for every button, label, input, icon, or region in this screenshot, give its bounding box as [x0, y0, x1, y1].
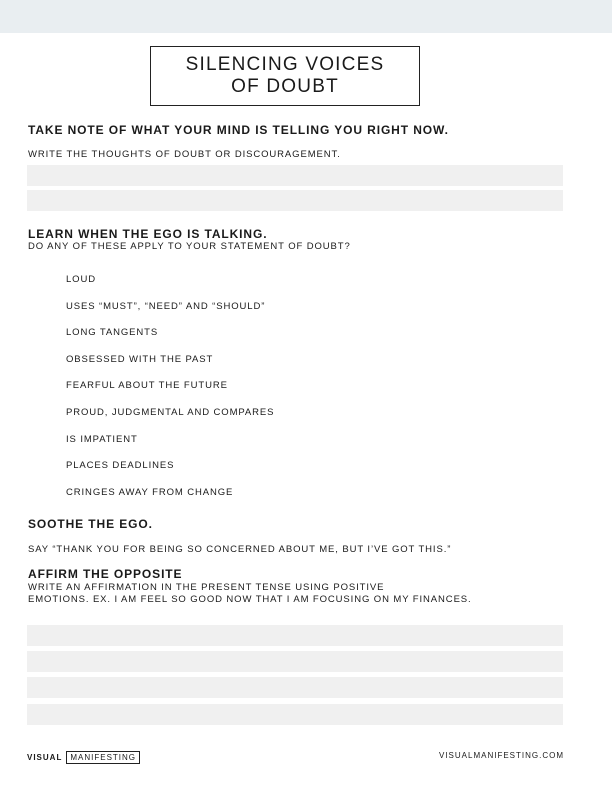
title-line-1: SILENCING VOICES	[185, 54, 385, 75]
section-3-text: SAY “THANK YOU FOR BEING SO CONCERNED ABOUT ME, BUT I’VE GOT THIS.”	[28, 544, 452, 555]
section-4-line-1: WRITE AN AFFIRMATION IN THE PRESENT TENSE USING POSITIVE	[28, 582, 385, 593]
list-item: FEARFUL ABOUT THE FUTURE	[66, 380, 228, 392]
affirmation-input-1[interactable]	[27, 625, 563, 646]
affirmation-input-3[interactable]	[27, 677, 563, 698]
brand-boxed-text: MANIFESTING	[66, 751, 140, 764]
brand-bold-text: VISUAL	[27, 753, 63, 762]
ego-signs-list	[66, 273, 274, 512]
section-4-line-2: EMOTIONS. EX. I AM FEEL SO GOOD NOW THAT I AM FOCUSING ON MY FINANCES.	[28, 594, 472, 605]
list-item: LONG TANGENTS	[66, 327, 159, 339]
section-2-heading: LEARN WHEN THE EGO IS TALKING.	[28, 227, 268, 241]
title-line-2: OF DOUBT	[231, 76, 339, 97]
list-item: LOUD	[66, 274, 96, 285]
list-item: PLACES DEADLINES	[66, 460, 175, 472]
section-4-heading: AFFIRM THE OPPOSITE	[28, 567, 183, 581]
footer-url: VISUALMANIFESTING.COM	[438, 751, 564, 760]
section-3-heading: SOOTHE THE EGO.	[28, 517, 153, 531]
section-1-instruction: WRITE THE THOUGHTS OF DOUBT OR DISCOURAGEMENT.	[28, 149, 341, 160]
section-2-subheading: DO ANY OF THESE APPLY TO YOUR STATEMENT OF DOUBT?	[28, 241, 351, 252]
list-item: CRINGES AWAY FROM CHANGE	[66, 486, 234, 498]
list-item: IS IMPATIENT	[66, 433, 138, 445]
list-item: PROUD, JUDGMENTAL AND COMPARES	[66, 406, 275, 418]
affirmation-input-2[interactable]	[27, 651, 563, 672]
section-1-heading: TAKE NOTE OF WHAT YOUR MIND IS TELLING YOU RIGHT NOW.	[28, 123, 449, 137]
affirmation-input-4[interactable]	[27, 704, 563, 725]
list-item: USES “MUST”, “NEED” AND “SHOULD”	[66, 300, 266, 312]
doubt-input-2[interactable]	[27, 190, 563, 211]
list-item: OBSESSED WITH THE PAST	[66, 353, 214, 365]
doubt-input-1[interactable]	[27, 165, 563, 186]
footer-brand-logo	[27, 751, 140, 764]
top-bar	[0, 0, 612, 33]
page-title	[150, 46, 420, 106]
